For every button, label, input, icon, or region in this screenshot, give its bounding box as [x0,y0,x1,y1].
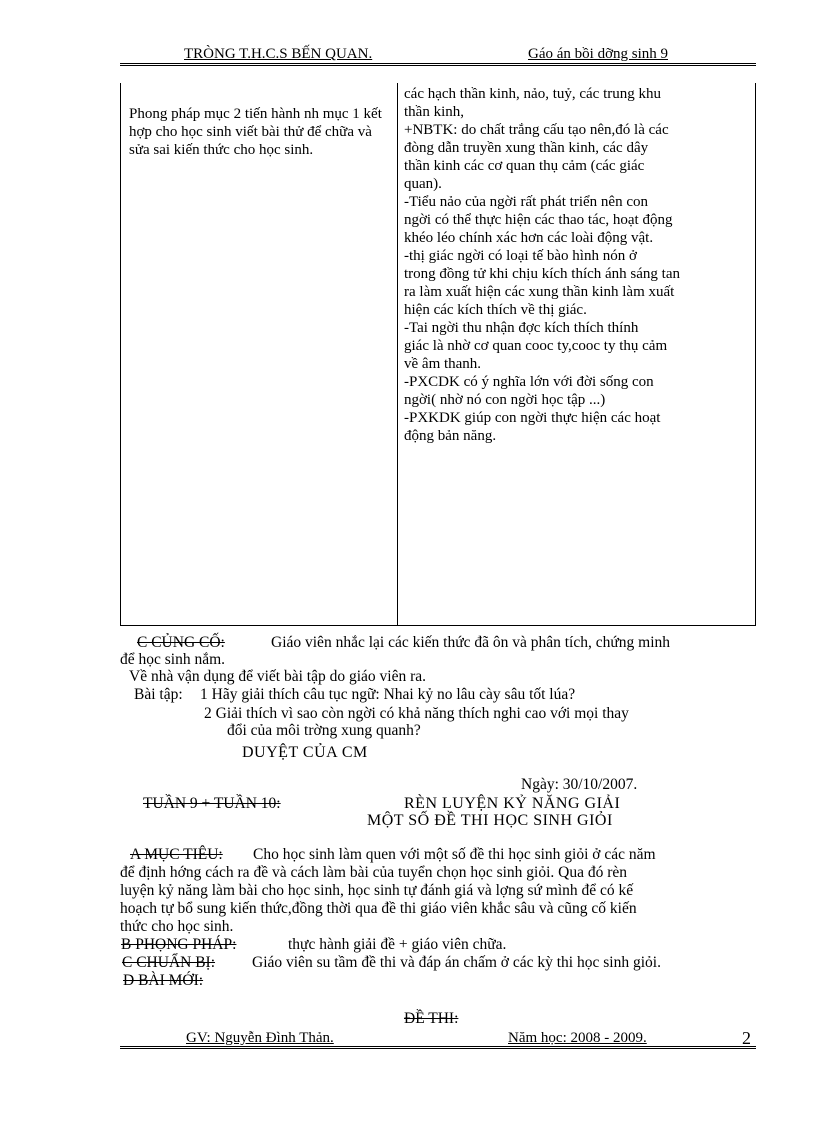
footer-rule [120,1046,756,1049]
exercise-2-line-2: đổi của môi trờng xung quanh? [227,722,421,739]
right-line: giác là nhờ cơ quan cooc ty,cooc ty thụ cảm [404,338,668,354]
lesson-title-line-1: RÈN LUYỆN KỶ NĂNG GIẢI [404,795,621,812]
section-c-text-1: Giáo viên nhắc lại các kiến thức đã ôn và phân tích, chứng minh [271,634,671,651]
table-left-cell: Phong pháp mục 2 tiến hành nh mục 1 kết hợp cho học sinh viết bài thử để chữa và sửa sai kiến thức cho học sinh. [129,106,382,158]
footer-year: Năm học: 2008 - 2009. [508,1030,647,1046]
right-line: -PXKDK giúp con ngời thực hiện các hoạt [404,410,661,426]
section-a-line-5: thức cho học sinh. [120,918,234,935]
right-line: ngời( nhờ nó con ngời học tập ...) [404,392,606,408]
right-line: đòng dẫn truyền xung thần kinh, các dây [404,140,649,156]
approval-heading: DUYỆT CỦA CM [242,744,368,761]
header-school: TRÒNG T.H.C.S BẾN QUAN. [184,46,373,62]
right-line: thần kinh các cơ quan thụ cảm (các giác [404,158,645,174]
right-line: quan). [404,176,442,192]
right-line: hiện các kích thích về thị giác. [404,302,587,318]
section-a-line-3: luyện kỷ năng làm bài cho học sinh, học sinh tự đánh giá và lợng sứ mình để có kế [120,882,634,899]
exercise-2-line-1: 2 Giải thích vì sao còn ngời có khả năng thích nghi cao với mọi thay [204,705,629,722]
right-line: -PXCDK có ý nghĩa lớn với đời sống con [404,374,654,390]
right-line: ra làm xuất hiện các xung thần kinh làm xuất [404,284,675,300]
lesson-date: Ngày: 30/10/2007. [521,776,638,793]
right-line: -thị giác ngời có loại tế bào hình nón ở [404,248,637,264]
header-rule [120,63,756,66]
exam-heading: ĐỀ THI: [404,1010,459,1027]
section-a-label: A MỤC TIÊU: [130,846,223,863]
homework-text: Về nhà vận dụng để viết bài tập do giáo viên ra. [129,668,426,685]
right-line: trong đồng tử khi chịu kích thích ánh sáng tan [404,266,680,282]
section-a-line-4: hoạch tự bổ sung kiến thức,đồng thời qua đề thi giáo viên khắc sâu và cũng cố kiến [120,900,637,917]
table-divider [397,83,398,625]
right-line: khéo léo chính xác hơn các loài động vật. [404,230,654,246]
right-line: thần kinh, [404,104,464,120]
section-a-line-1: Cho học sinh làm quen với một số đề thi học sinh giỏi ở các năm [253,846,656,863]
section-d-label: D BÀI MỚI: [123,972,204,989]
section-c2-text: Giáo viên su tầm đề thi và đáp án chấm ở các kỳ thi học sinh giỏi. [252,954,661,971]
section-a-line-2: để định hớng cách ra đề và cách làm bài của tuyển chọn học sinh giỏi. Qua đó rèn [120,864,628,881]
footer-teacher: GV: Nguyễn Đình Thản. [186,1030,334,1046]
content-table [120,83,756,626]
right-line: -Tai ngời thu nhận đợc kích thích thính [404,320,639,336]
section-c-text-2: để học sinh nắm. [120,651,226,668]
header-subject: Gáo án bồi dỡng sinh 9 [528,46,669,62]
right-line: +NBTK: do chất trắng cấu tạo nên,đó là các [404,122,669,138]
exercise-1: 1 Hãy giải thích câu tục ngữ: Nhai kỷ no lâu cày sâu tốt lúa? [200,686,576,703]
section-c2-label: C CHUẨN BỊ: [122,954,216,971]
section-b-label: B PHỌNG PHÁP: [121,936,237,953]
right-line: về âm thanh. [404,356,482,372]
section-b-text: thực hành giải đề + giáo viên chữa. [288,936,507,953]
right-line: các hạch thần kinh, nảo, tuỷ, các trung khu [404,86,661,102]
right-line: -Tiểu nảo của ngời rất phát triển nên con [404,194,648,210]
page-number: 2 [742,1028,751,1048]
right-line: động bản năng. [404,428,497,444]
table-right-cell [404,85,756,445]
exercise-label: Bài tập: [134,686,183,703]
week-label: TUẦN 9 + TUẦN 10: [143,795,281,812]
right-line: ngời có thể thực hiện các thao tác, hoạt động [404,212,673,228]
lesson-title-line-2: MỘT SỐ ĐỀ THI HỌC SINH GIỎI [367,812,613,829]
section-c-label: C CỦNG CỐ: [137,634,225,651]
